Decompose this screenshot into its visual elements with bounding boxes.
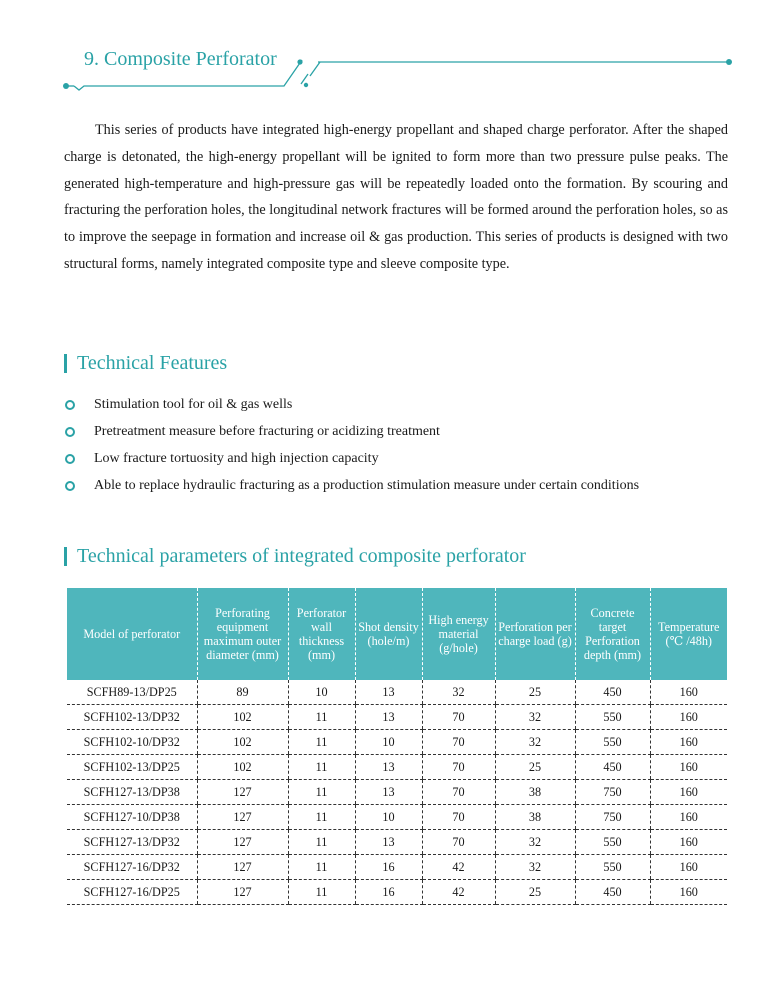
table-cell: 127 — [197, 805, 288, 830]
table-row — [67, 805, 727, 830]
table-cell: 11 — [288, 780, 355, 805]
table-cell: SCFH127-16/DP25 — [67, 880, 197, 905]
table-cell: 450 — [575, 755, 650, 780]
ring-bullet-icon — [65, 454, 75, 464]
column-header: Perforator wall thickness (mm) — [288, 588, 355, 680]
table-cell: 11 — [288, 730, 355, 755]
column-header: Concrete target Perforation depth (mm) — [575, 588, 650, 680]
table-cell: 160 — [650, 830, 727, 855]
table-row — [67, 880, 727, 905]
table-cell: SCFH102-13/DP32 — [67, 705, 197, 730]
table-cell: 127 — [197, 855, 288, 880]
table-cell: 25 — [495, 680, 575, 705]
table-cell: 42 — [422, 855, 495, 880]
table-cell: 160 — [650, 730, 727, 755]
table-cell: 750 — [575, 780, 650, 805]
table-cell: 160 — [650, 780, 727, 805]
feature-text: Pretreatment measure before fracturing or acidizing treatment — [94, 423, 440, 439]
heading-bar — [64, 547, 67, 566]
intro-paragraph: This series of products have integrated high-energy propellant and shaped charge perforator. After the shaped charge is detonated, the high-energy propellant will be ignited to form more than two pressure pulse peaks. The generated high-temperature and high-pressure gas will be repeatedly loaded onto the formation. By scouring and fracturing the perforation holes, the longitudinal network fractures will be formed around the perforation holes, so as to improve the seepage in formation and increase oil & gas production. This series of products is designed with two structural forms, namely integrated composite type and sleeve composite type. — [64, 122, 728, 272]
table-cell: 70 — [422, 780, 495, 805]
feature-item — [64, 418, 639, 445]
table-cell: 38 — [495, 780, 575, 805]
heading-bar — [64, 354, 67, 373]
table-cell: 160 — [650, 680, 727, 705]
table-cell: 160 — [650, 805, 727, 830]
table-cell: 10 — [355, 730, 422, 755]
feature-item — [64, 445, 639, 472]
ring-bullet-icon — [65, 400, 75, 410]
table-cell: 70 — [422, 730, 495, 755]
table-row — [67, 830, 727, 855]
table-cell: 11 — [288, 705, 355, 730]
table-row — [67, 780, 727, 805]
table-cell: 450 — [575, 680, 650, 705]
table-cell: 70 — [422, 830, 495, 855]
table-cell: 160 — [650, 855, 727, 880]
table-cell: 70 — [422, 705, 495, 730]
table-cell: 550 — [575, 730, 650, 755]
features-list — [64, 391, 639, 499]
table-cell: 13 — [355, 755, 422, 780]
table-cell: 750 — [575, 805, 650, 830]
column-header: Perforating equipment maximum outer diameter (mm) — [197, 588, 288, 680]
table-cell: 160 — [650, 705, 727, 730]
table-row — [67, 705, 727, 730]
table-cell: 42 — [422, 880, 495, 905]
table-cell: 13 — [355, 680, 422, 705]
table-row — [67, 855, 727, 880]
table-cell: 127 — [197, 880, 288, 905]
table-row — [67, 680, 727, 705]
table-cell: 16 — [355, 880, 422, 905]
table-cell: SCFH127-10/DP38 — [67, 805, 197, 830]
table-cell: 32 — [495, 855, 575, 880]
table-cell: 70 — [422, 805, 495, 830]
table-cell: 32 — [495, 705, 575, 730]
feature-text: Able to replace hydraulic fracturing as a production stimulation measure under certain conditions — [94, 477, 640, 493]
table-cell: 32 — [495, 730, 575, 755]
column-header: Temperature (℃ /48h) — [650, 588, 727, 680]
technical-features-heading — [64, 352, 227, 375]
table-cell: 32 — [495, 830, 575, 855]
table-cell: 11 — [288, 805, 355, 830]
ring-bullet-icon — [65, 481, 75, 491]
table-cell: 550 — [575, 855, 650, 880]
table-cell: 102 — [197, 730, 288, 755]
table-cell: 13 — [355, 780, 422, 805]
table-cell: 13 — [355, 830, 422, 855]
table-cell: SCFH102-13/DP25 — [67, 755, 197, 780]
table-cell: 11 — [288, 855, 355, 880]
table-cell: 102 — [197, 755, 288, 780]
technical-parameters-title: Technical parameters of integrated composite perforator — [77, 545, 526, 567]
table-cell: SCFH89-13/DP25 — [67, 680, 197, 705]
section-title: 9. Composite Perforator — [84, 48, 277, 70]
table-cell: 127 — [197, 780, 288, 805]
table-cell: 16 — [355, 855, 422, 880]
table-cell: 11 — [288, 755, 355, 780]
feature-item — [64, 472, 639, 499]
table-cell: 450 — [575, 880, 650, 905]
table-header-row — [67, 588, 727, 680]
feature-text: Low fracture tortuosity and high injection capacity — [94, 450, 379, 466]
parameters-table — [67, 588, 727, 905]
ring-bullet-icon — [65, 427, 75, 437]
technical-parameters-heading — [64, 545, 526, 568]
table-cell: SCFH127-16/DP32 — [67, 855, 197, 880]
table-cell: SCFH102-10/DP32 — [67, 730, 197, 755]
technical-features-title: Technical Features — [77, 352, 228, 374]
table-cell: 550 — [575, 705, 650, 730]
table-cell: 10 — [288, 680, 355, 705]
table-cell: 160 — [650, 755, 727, 780]
table-cell: 32 — [422, 680, 495, 705]
table-cell: 102 — [197, 705, 288, 730]
table-cell: 550 — [575, 830, 650, 855]
table-cell: 89 — [197, 680, 288, 705]
column-header: Shot density (hole/m) — [355, 588, 422, 680]
table-cell: 10 — [355, 805, 422, 830]
table-cell: 25 — [495, 880, 575, 905]
column-header: High energy material (g/hole) — [422, 588, 495, 680]
column-header: Model of perforator — [67, 588, 197, 680]
table-cell: 13 — [355, 705, 422, 730]
table-cell: 70 — [422, 755, 495, 780]
table-cell: 25 — [495, 755, 575, 780]
column-header: Perforation per charge load (g) — [495, 588, 575, 680]
table-cell: 38 — [495, 805, 575, 830]
table-cell: 127 — [197, 830, 288, 855]
table-cell: 11 — [288, 830, 355, 855]
table-cell: SCFH127-13/DP38 — [67, 780, 197, 805]
table-cell: 11 — [288, 880, 355, 905]
table-row — [67, 755, 727, 780]
table-cell: SCFH127-13/DP32 — [67, 830, 197, 855]
feature-text: Stimulation tool for oil & gas wells — [94, 396, 293, 412]
table-cell: 160 — [650, 880, 727, 905]
feature-item — [64, 391, 639, 418]
table-row — [67, 730, 727, 755]
